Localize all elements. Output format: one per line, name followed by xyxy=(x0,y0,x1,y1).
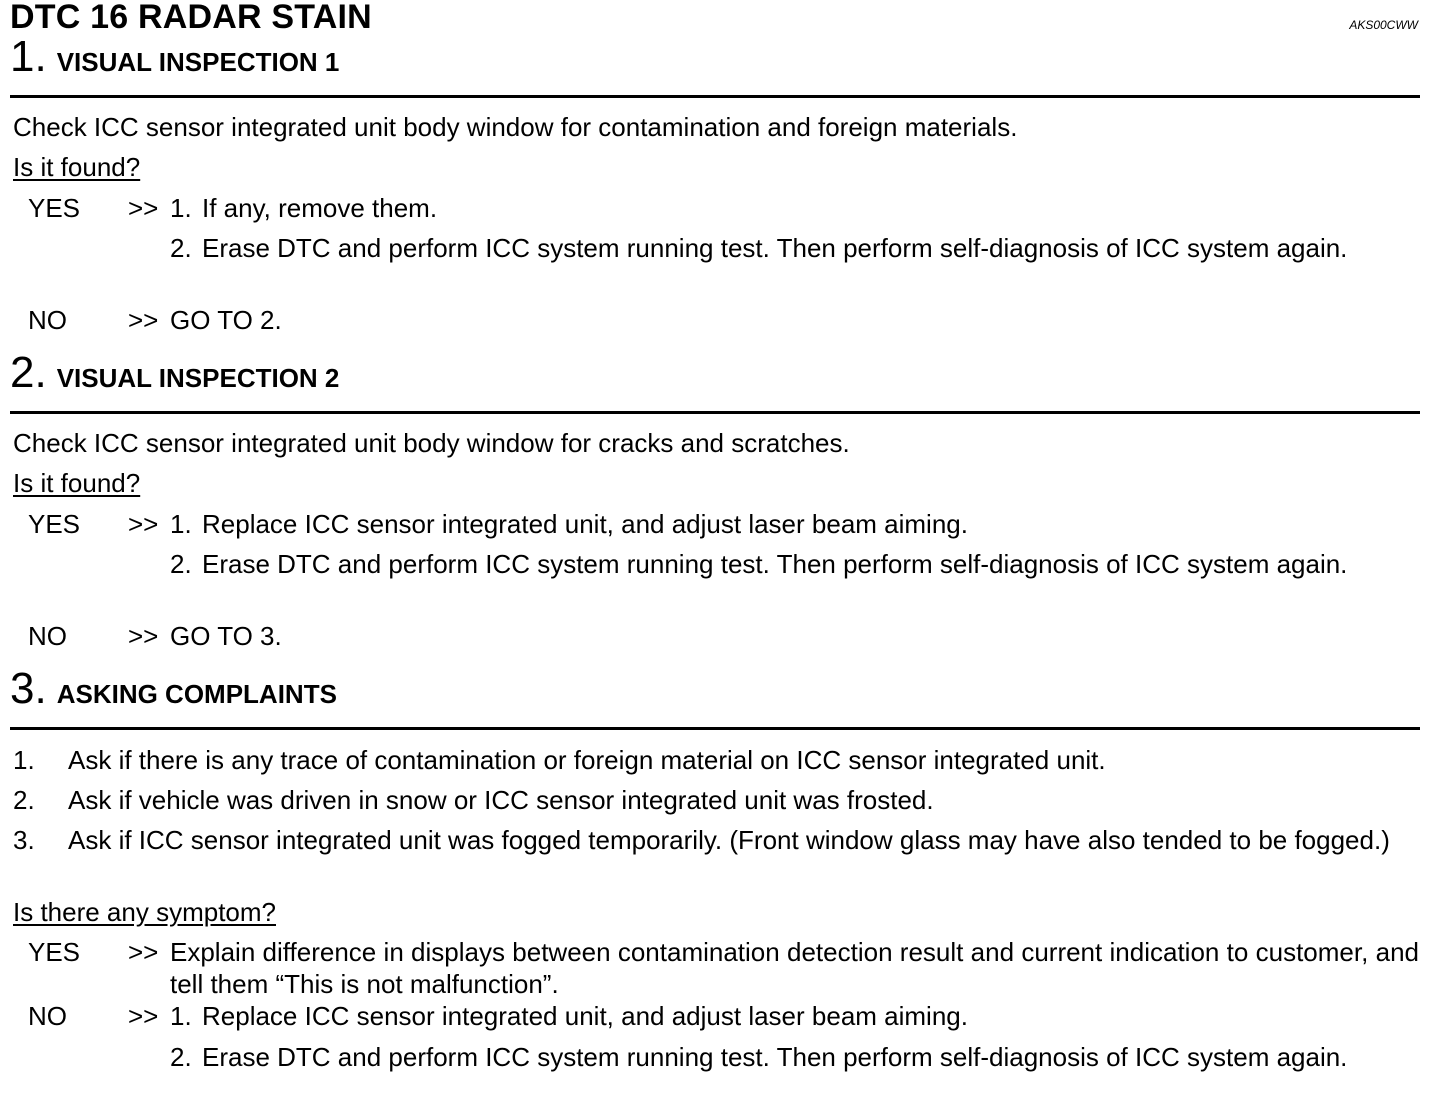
step-3-number: 3. xyxy=(10,664,47,713)
step-3-yes-text: Explain difference in displays between contamination detection result and current indication to customer, and tell them “This is not malfunction”. xyxy=(170,937,1419,999)
step-1-heading xyxy=(10,32,339,82)
step-2-no-label: NO xyxy=(28,621,67,651)
step-3-title: ASKING COMPLAINTS xyxy=(56,679,337,709)
step-1-yes-label: YES xyxy=(28,193,81,223)
step-1-title: VISUAL INSPECTION 1 xyxy=(56,47,340,77)
document-code: AKS00CWW xyxy=(1349,18,1418,32)
step-3-rule xyxy=(10,727,1420,730)
step-1-yes-item-2-num: 2. xyxy=(170,233,192,263)
step-2-yes-item-1-text: Replace ICC sensor integrated unit, and adjust laser beam aiming. xyxy=(202,509,968,539)
step-1-yes-arrow: >> xyxy=(128,193,159,223)
step-1-question: Is it found? xyxy=(13,152,141,182)
step-3-no-arrow: >> xyxy=(128,1001,159,1031)
document-title: DTC 16 RADAR STAIN xyxy=(10,0,372,36)
step-2-no-text: GO TO 3. xyxy=(170,621,282,651)
step-3-list-item-2-num: 2. xyxy=(13,785,35,815)
step-1-yes-item-1-num: 1. xyxy=(170,193,192,223)
step-1-yes-item-2-text: Erase DTC and perform ICC system running test. Then perform self-diagnosis of ICC system again. xyxy=(202,233,1348,263)
step-2-heading xyxy=(10,348,339,398)
step-2-number: 2. xyxy=(10,348,47,397)
step-1-no-arrow: >> xyxy=(128,305,159,335)
step-3-list-item-3-num: 3. xyxy=(13,825,35,855)
step-2-yes-item-2-num: 2. xyxy=(170,549,192,579)
step-3-yes-label: YES xyxy=(28,937,81,967)
step-3-yes-arrow: >> xyxy=(128,937,159,967)
step-1-number: 1. xyxy=(10,32,47,81)
step-2-yes-item-2-text: Erase DTC and perform ICC system running test. Then perform self-diagnosis of ICC system again. xyxy=(202,549,1348,579)
step-2-no-arrow: >> xyxy=(128,621,159,651)
step-2-title: VISUAL INSPECTION 2 xyxy=(56,363,340,393)
step-2-rule xyxy=(10,411,1420,414)
step-3-list-item-2-text: Ask if vehicle was driven in snow or ICC sensor integrated unit was frosted. xyxy=(68,785,934,815)
step-1-yes-item-1-text: If any, remove them. xyxy=(202,193,438,223)
step-2-yes-arrow: >> xyxy=(128,509,159,539)
step-2-yes-label: YES xyxy=(28,509,81,539)
step-2-question: Is it found? xyxy=(13,468,141,498)
step-1-no-label: NO xyxy=(28,305,67,335)
step-3-list-item-1-num: 1. xyxy=(13,745,35,775)
step-3-no-item-1-num: 1. xyxy=(170,1001,192,1031)
step-3-question: Is there any symptom? xyxy=(13,897,276,927)
step-2-instruction: Check ICC sensor integrated unit body window for cracks and scratches. xyxy=(13,428,850,458)
step-3-list-item-3-text: Ask if ICC sensor integrated unit was fogged temporarily. (Front window glass may have also tended to be fogged.) xyxy=(68,825,1390,855)
step-3-no-item-2-text: Erase DTC and perform ICC system running test. Then perform self-diagnosis of ICC system again. xyxy=(202,1042,1348,1072)
step-3-no-item-1-text: Replace ICC sensor integrated unit, and adjust laser beam aiming. xyxy=(202,1001,968,1031)
step-1-instruction: Check ICC sensor integrated unit body window for contamination and foreign materials. xyxy=(13,112,1018,142)
step-1-rule xyxy=(10,95,1420,98)
step-3-no-label: NO xyxy=(28,1001,67,1031)
step-3-heading xyxy=(10,664,337,714)
step-2-yes-item-1-num: 1. xyxy=(170,509,192,539)
step-1-no-text: GO TO 2. xyxy=(170,305,282,335)
step-3-list-item-1-text: Ask if there is any trace of contamination or foreign material on ICC sensor integrated unit. xyxy=(68,745,1106,775)
step-3-no-item-2-num: 2. xyxy=(170,1042,192,1072)
